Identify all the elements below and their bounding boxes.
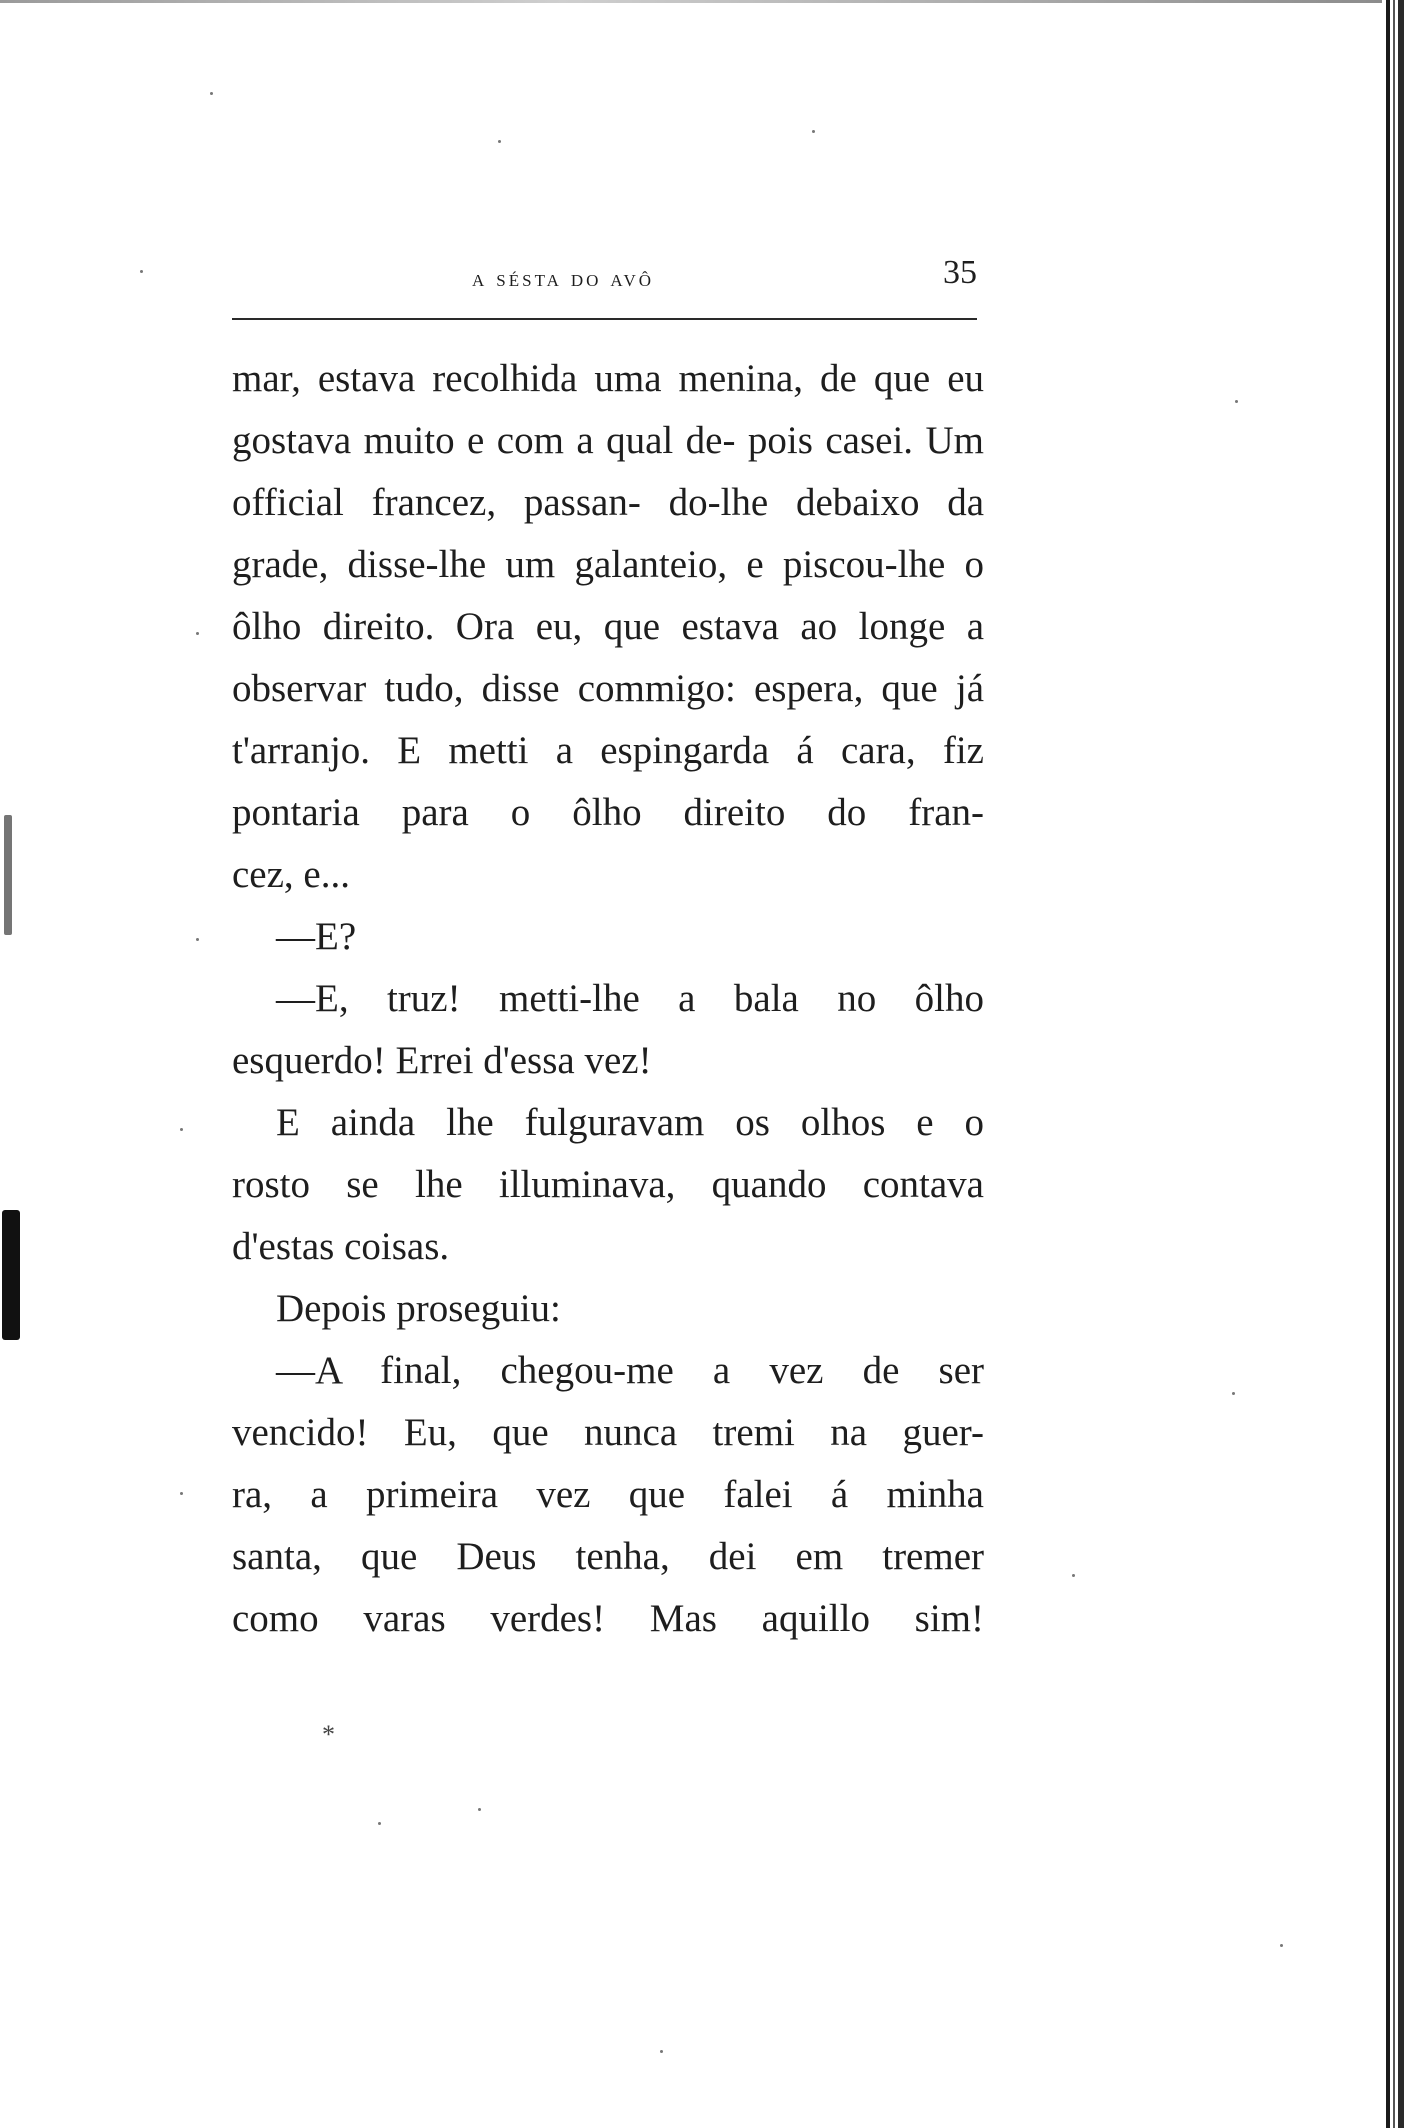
speck: [180, 1128, 183, 1131]
paragraph: [232, 1340, 984, 1402]
paragraph-end-line: [232, 1216, 984, 1278]
scan-top-edge: [0, 0, 1407, 3]
speck: [210, 92, 213, 95]
speck: [1235, 400, 1238, 403]
text-line: pois casei. Um official francez, passan-: [232, 419, 984, 524]
asterisk-ornament: *: [322, 1720, 335, 1749]
paragraph-line: [232, 1588, 984, 1650]
text-line: tudo, disse commigo: espera, que já: [384, 667, 985, 710]
text-line: E ainda lhe fulguravam os olhos e o: [276, 1101, 984, 1144]
text-line: d'estas coisas.: [232, 1225, 450, 1268]
paragraph-line: [232, 1402, 984, 1464]
speck: [378, 1822, 381, 1825]
text-line: fiz pontaria para o ôlho direito do fran-: [232, 729, 984, 834]
speck: [140, 270, 143, 273]
paragraph: [232, 968, 984, 1030]
text-line: cez, e...: [232, 853, 350, 896]
speck: [1280, 1944, 1283, 1947]
text-line: esquerdo! Errei d'essa vez!: [232, 1039, 652, 1082]
text-line: ra, a primeira vez que falei á minha: [232, 1473, 984, 1516]
speck: [1072, 1574, 1075, 1577]
text-line: Ora eu, que estava ao longe a observar: [232, 605, 985, 710]
speck: [196, 632, 199, 635]
text-line: rosto se lhe illuminava, quando contava: [232, 1163, 984, 1206]
text-line: do-lhe debaixo da grade, disse-lhe um: [232, 481, 985, 586]
text-line: como varas verdes! Mas aquillo sim!: [232, 1597, 984, 1640]
binding-line: [1393, 0, 1395, 2128]
paragraph: [232, 906, 984, 968]
text-line: mar, estava recolhida uma menina, de: [232, 357, 857, 400]
speck: [478, 1808, 481, 1811]
speck: [196, 938, 199, 941]
text-line: galanteio, e piscou-lhe o ôlho direito.: [232, 543, 984, 648]
paragraph-line: [232, 1526, 984, 1588]
page-number: 35: [943, 254, 977, 291]
paragraph-end-line: [232, 1030, 984, 1092]
paragraph-line: [232, 1464, 984, 1526]
binding-edge: [1382, 0, 1407, 2128]
binding-line: [1386, 0, 1390, 2128]
text-line: que eu gostava muito e com a qual de-: [232, 357, 985, 462]
body-text: [232, 348, 984, 1650]
speck: [180, 1492, 183, 1495]
speck: [1232, 1392, 1235, 1395]
text-line: —E, truz! metti-lhe a bala no ôlho: [276, 977, 984, 1020]
text-line: santa, que Deus tenha, dei em tremer: [232, 1535, 984, 1578]
paragraph-end-line: [232, 844, 984, 906]
running-head: [232, 250, 977, 310]
text-line: t'arranjo. E metti a espingarda á cara,: [232, 729, 916, 772]
speck: [660, 2050, 663, 2053]
paragraph: [232, 1092, 984, 1154]
paragraph: [232, 348, 984, 844]
binding-line: [1398, 0, 1404, 2128]
text-line: vencido! Eu, que nunca tremi na guer-: [232, 1411, 984, 1454]
paragraph: [232, 1278, 984, 1340]
speck: [498, 140, 501, 143]
text-line: —E?: [276, 915, 357, 958]
text-line: Depois proseguiu:: [276, 1287, 561, 1330]
bleed-through-mark: [2, 1210, 20, 1340]
running-title: a sésta do avô: [472, 266, 655, 292]
paragraph-line: [232, 1154, 984, 1216]
text-line: —A final, chegou-me a vez de ser: [276, 1349, 984, 1392]
header-rule: [232, 318, 977, 320]
bleed-through-mark: [4, 815, 12, 935]
speck: [812, 130, 815, 133]
